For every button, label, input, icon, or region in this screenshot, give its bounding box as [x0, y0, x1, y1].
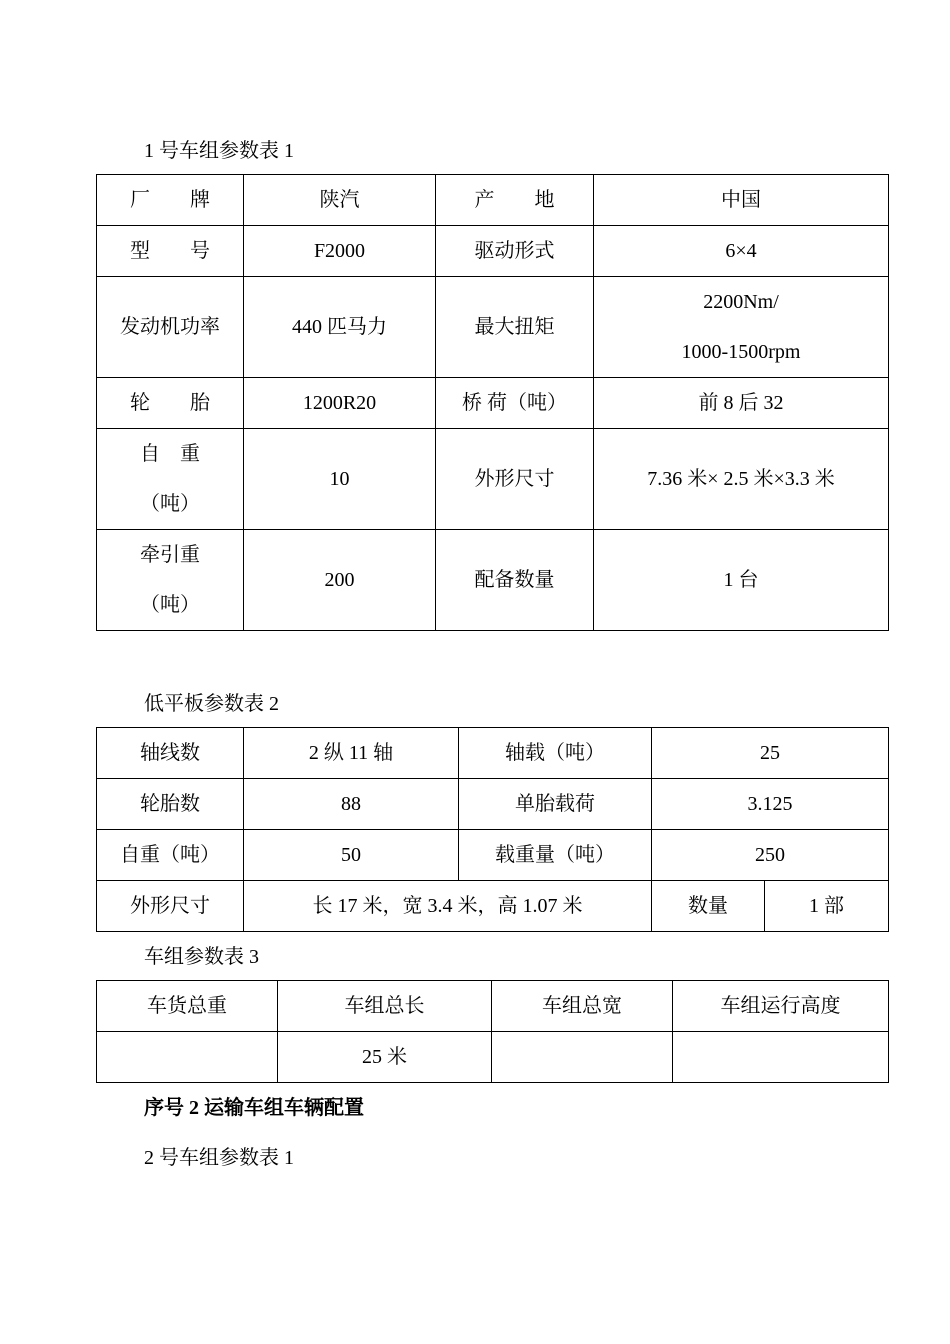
table3 — [96, 980, 889, 1083]
table-header-cell: 车货总重 — [97, 981, 278, 1032]
table-cell — [97, 1032, 278, 1083]
table-row — [97, 830, 889, 881]
section-heading: 序号 2 运输车组车辆配置 — [144, 1097, 364, 1119]
table-cell: 1200R20 — [244, 378, 436, 429]
table-cell: 前 8 后 32 — [594, 378, 889, 429]
table-header-row — [97, 981, 889, 1032]
table-cell: 88 — [244, 779, 459, 830]
table-cell: 1 台 — [594, 530, 889, 631]
table-row — [97, 175, 889, 226]
table-cell: 载重量（吨） — [459, 830, 652, 881]
cell-line: （吨） — [140, 493, 200, 515]
table-cell: 轴载（吨） — [459, 728, 652, 779]
table2 — [96, 727, 889, 932]
table-cell — [594, 277, 889, 378]
table-row — [97, 530, 889, 631]
table-cell: 440 匹马力 — [244, 277, 436, 378]
table-cell: 外形尺寸 — [97, 881, 244, 932]
table-cell: 7.36 米× 2.5 米×3.3 米 — [594, 429, 889, 530]
table-cell: 桥 荷（吨） — [436, 378, 594, 429]
table-cell: 轴线数 — [97, 728, 244, 779]
table-header-cell: 车组总长 — [278, 981, 492, 1032]
table-cell: 陕汽 — [244, 175, 436, 226]
table-cell: 轮胎数 — [97, 779, 244, 830]
table-cell: 单胎载荷 — [459, 779, 652, 830]
cell-line: 牵引重 — [140, 544, 200, 566]
table-row — [97, 728, 889, 779]
cell-line: （吨） — [140, 594, 200, 616]
cell-line: 2200Nm/ — [703, 291, 779, 313]
table-cell: 250 — [652, 830, 889, 881]
table-cell: 2 纵 11 轴 — [244, 728, 459, 779]
table-cell: 6×4 — [594, 226, 889, 277]
table-cell: 产 地 — [436, 175, 594, 226]
table-row — [97, 226, 889, 277]
cell-line: 自 重 — [140, 443, 200, 465]
table-cell: F2000 — [244, 226, 436, 277]
table-cell — [492, 1032, 673, 1083]
table3-caption: 车组参数表 3 — [144, 946, 259, 968]
table-cell — [673, 1032, 889, 1083]
table-cell — [97, 429, 244, 530]
table-cell — [97, 530, 244, 631]
table-cell: 1 部 — [765, 881, 889, 932]
table-cell: 10 — [244, 429, 436, 530]
table1 — [96, 174, 889, 631]
table-cell: 中国 — [594, 175, 889, 226]
table-cell: 25 — [652, 728, 889, 779]
next-table-caption: 2 号车组参数表 1 — [144, 1147, 294, 1169]
table-row — [97, 779, 889, 830]
table-row — [97, 881, 889, 932]
table-header-cell: 车组总宽 — [492, 981, 673, 1032]
table-cell: 发动机功率 — [97, 277, 244, 378]
table-cell: 驱动形式 — [436, 226, 594, 277]
table-cell: 厂 牌 — [97, 175, 244, 226]
table-cell: 配备数量 — [436, 530, 594, 631]
table-row — [97, 429, 889, 530]
table-cell: 3.125 — [652, 779, 889, 830]
table-cell: 型 号 — [97, 226, 244, 277]
table-cell: 25 米 — [278, 1032, 492, 1083]
table-cell: 50 — [244, 830, 459, 881]
cell-line: 1000-1500rpm — [681, 341, 801, 363]
table-cell: 长 17 米，宽 3.4 米，高 1.07 米 — [244, 881, 652, 932]
table-cell: 最大扭矩 — [436, 277, 594, 378]
table-cell: 外形尺寸 — [436, 429, 594, 530]
table-cell: 自重（吨） — [97, 830, 244, 881]
table-row — [97, 277, 889, 378]
table-cell: 200 — [244, 530, 436, 631]
table2-caption: 低平板参数表 2 — [144, 693, 279, 715]
table-cell: 数量 — [652, 881, 765, 932]
table1-caption: 1 号车组参数表 1 — [144, 140, 294, 162]
table-row — [97, 1032, 889, 1083]
table-header-cell: 车组运行高度 — [673, 981, 889, 1032]
table-row — [97, 378, 889, 429]
table-cell: 轮 胎 — [97, 378, 244, 429]
